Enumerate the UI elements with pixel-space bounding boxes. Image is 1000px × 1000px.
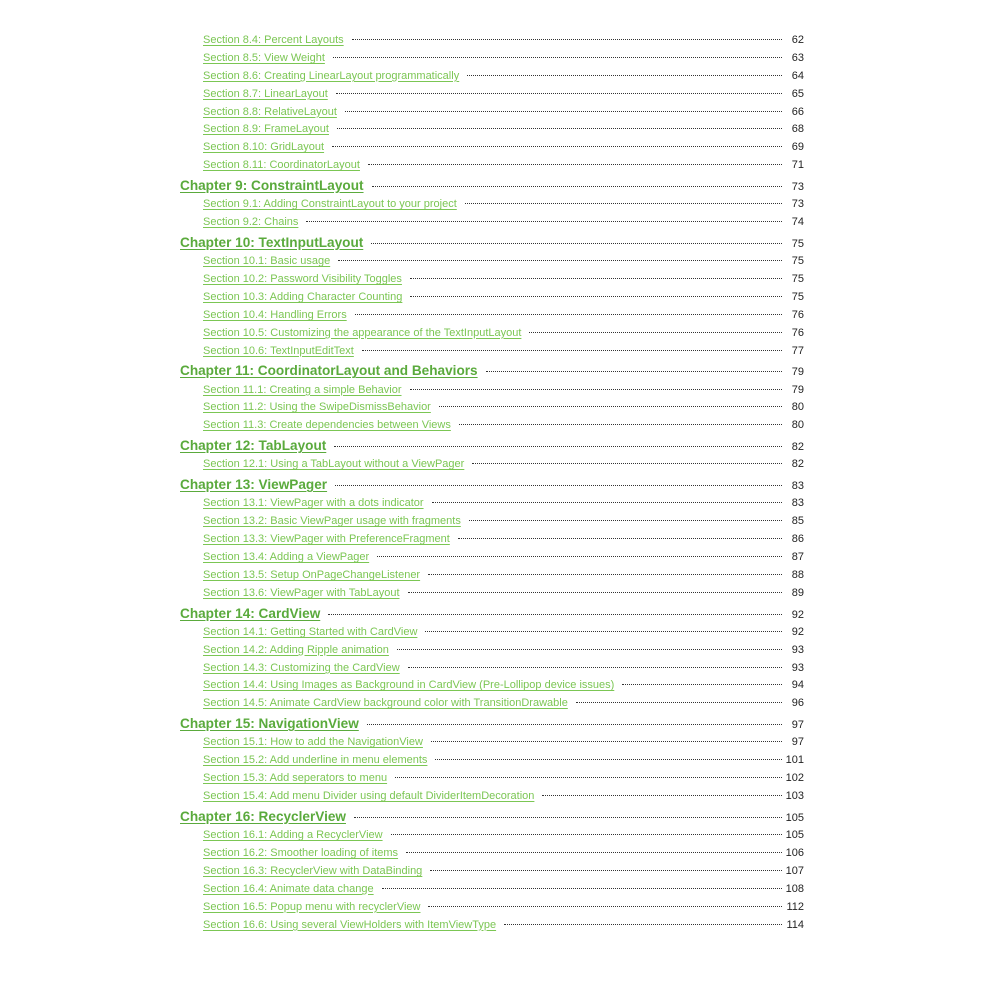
toc-section-link[interactable]: Section 9.1: Adding ConstraintLayout to your project bbox=[203, 198, 457, 211]
dot-leader bbox=[408, 592, 782, 593]
dot-leader bbox=[430, 870, 781, 871]
toc-section-row bbox=[180, 458, 804, 476]
dot-leader bbox=[335, 485, 782, 486]
toc-chapter-link[interactable]: Chapter 11: CoordinatorLayout and Behaviors bbox=[180, 363, 478, 379]
toc-section-row bbox=[180, 52, 804, 70]
toc-page-number: 93 bbox=[791, 661, 804, 674]
toc-page-number: 82 bbox=[791, 441, 804, 454]
toc-section-link[interactable]: Section 8.7: LinearLayout bbox=[203, 87, 328, 100]
dot-leader bbox=[428, 574, 782, 575]
toc-page-number: 80 bbox=[791, 401, 804, 414]
toc-section-row bbox=[180, 533, 804, 551]
toc-section-link[interactable]: Section 8.8: RelativeLayout bbox=[203, 105, 337, 118]
dot-leader bbox=[397, 649, 782, 650]
toc-page-number: 102 bbox=[785, 772, 804, 785]
toc-section-row bbox=[180, 551, 804, 569]
dot-leader bbox=[362, 350, 782, 351]
toc-section-row bbox=[180, 255, 804, 273]
toc-section-link[interactable]: Section 11.2: Using the SwipeDismissBehavior bbox=[203, 401, 431, 414]
toc-page-number: 85 bbox=[791, 515, 804, 528]
toc-section-row bbox=[180, 70, 804, 88]
toc-page-number: 75 bbox=[791, 273, 804, 286]
toc-section-link[interactable]: Section 8.4: Percent Layouts bbox=[203, 34, 344, 46]
dot-leader bbox=[355, 314, 782, 315]
toc-section-row bbox=[180, 309, 804, 327]
toc-section-link[interactable]: Section 16.5: Popup menu with recyclerView bbox=[203, 900, 421, 913]
toc-chapter-link[interactable]: Chapter 15: NavigationView bbox=[180, 716, 359, 732]
toc-section-row bbox=[180, 697, 804, 715]
toc-chapter-row bbox=[180, 477, 804, 498]
toc-section-row bbox=[180, 919, 804, 937]
toc-section-link[interactable]: Section 9.2: Chains bbox=[203, 216, 299, 229]
toc-section-row bbox=[180, 327, 804, 345]
toc-page-number: 75 bbox=[791, 290, 804, 303]
dot-leader bbox=[435, 759, 781, 760]
dot-leader bbox=[465, 203, 782, 204]
toc-section-row bbox=[180, 754, 804, 772]
dot-leader bbox=[354, 817, 782, 818]
dot-leader bbox=[467, 75, 782, 76]
dot-leader bbox=[622, 684, 782, 685]
toc-section-row bbox=[180, 865, 804, 883]
toc-page-number: 62 bbox=[791, 34, 804, 46]
toc-page-number: 71 bbox=[791, 159, 804, 172]
dot-leader bbox=[367, 724, 782, 725]
dot-leader bbox=[529, 332, 782, 333]
toc-section-row bbox=[180, 497, 804, 515]
toc-section-link[interactable]: Section 15.3: Add seperators to menu bbox=[203, 772, 388, 785]
toc-section-row bbox=[180, 345, 804, 363]
toc-section-link[interactable]: Section 14.2: Adding Ripple animation bbox=[203, 643, 389, 656]
toc-section-row bbox=[180, 34, 804, 52]
toc-section-link[interactable]: Section 13.4: Adding a ViewPager bbox=[203, 551, 370, 564]
toc-page-number: 108 bbox=[785, 882, 804, 895]
toc-section-link[interactable]: Section 10.3: Adding Character Counting bbox=[203, 290, 403, 303]
dot-leader bbox=[410, 278, 782, 279]
toc-page-number: 63 bbox=[791, 51, 804, 64]
table-of-contents bbox=[180, 34, 804, 936]
dot-leader bbox=[371, 243, 782, 244]
toc-section-link[interactable]: Section 10.1: Basic usage bbox=[203, 255, 331, 268]
toc-section-row bbox=[180, 123, 804, 141]
toc-section-row bbox=[180, 88, 804, 106]
dot-leader bbox=[345, 111, 782, 112]
dot-leader bbox=[382, 888, 782, 889]
toc-chapter-row bbox=[180, 363, 804, 384]
toc-chapter-row bbox=[180, 809, 804, 830]
toc-page-number: 75 bbox=[791, 255, 804, 268]
toc-section-link[interactable]: Section 16.4: Animate data change bbox=[203, 882, 374, 895]
toc-chapter-link[interactable]: Chapter 14: CardView bbox=[180, 605, 321, 621]
dot-leader bbox=[486, 371, 782, 372]
toc-page-number: 97 bbox=[791, 736, 804, 749]
toc-chapter-row bbox=[180, 606, 804, 627]
toc-section-link[interactable]: Section 8.9: FrameLayout bbox=[203, 123, 329, 136]
toc-chapter-row bbox=[180, 716, 804, 737]
toc-section-link[interactable]: Section 8.10: GridLayout bbox=[203, 141, 325, 154]
dot-leader bbox=[332, 146, 782, 147]
toc-section-link[interactable]: Section 16.6: Using several ViewHolders with ItemViewType bbox=[203, 918, 497, 931]
toc-section-row bbox=[180, 679, 804, 697]
dot-leader bbox=[469, 520, 782, 521]
toc-page-number: 106 bbox=[785, 846, 804, 859]
toc-page-number: 73 bbox=[791, 180, 804, 193]
toc-page-number: 69 bbox=[791, 141, 804, 154]
toc-page-number: 65 bbox=[791, 87, 804, 100]
toc-section-row bbox=[180, 883, 804, 901]
toc-section-row bbox=[180, 662, 804, 680]
toc-section-row bbox=[180, 790, 804, 808]
toc-page-number: 103 bbox=[785, 790, 804, 803]
toc-section-row bbox=[180, 829, 804, 847]
toc-chapter-row bbox=[180, 235, 804, 256]
dot-leader bbox=[352, 39, 782, 40]
toc-section-link[interactable]: Section 8.5: View Weight bbox=[203, 51, 325, 64]
toc-section-row bbox=[180, 847, 804, 865]
toc-page-number: 92 bbox=[791, 608, 804, 621]
dot-leader bbox=[372, 186, 782, 187]
toc-page-number: 114 bbox=[786, 918, 804, 931]
toc-section-row bbox=[180, 626, 804, 644]
toc-page-number: 101 bbox=[785, 754, 804, 767]
toc-section-link[interactable]: Section 16.2: Smoother loading of items bbox=[203, 846, 399, 859]
toc-section-row bbox=[180, 141, 804, 159]
toc-page-number: 64 bbox=[791, 69, 804, 82]
toc-page-number: 93 bbox=[791, 643, 804, 656]
toc-chapter-row bbox=[180, 178, 804, 199]
toc-section-link[interactable]: Section 15.2: Add underline in menu elements bbox=[203, 754, 428, 767]
toc-section-link[interactable]: Section 14.4: Using Images as Background in CardView (Pre-Lollipop device issues) bbox=[203, 679, 615, 692]
toc-page-number: 88 bbox=[791, 568, 804, 581]
toc-chapter-link[interactable]: Chapter 10: TextInputLayout bbox=[180, 234, 364, 250]
dot-leader bbox=[432, 502, 782, 503]
toc-section-row bbox=[180, 159, 804, 177]
toc-section-row bbox=[180, 106, 804, 124]
toc-page-number: 68 bbox=[791, 123, 804, 136]
toc-section-link[interactable]: Section 15.4: Add menu Divider using default DividerItemDecoration bbox=[203, 790, 535, 803]
toc-chapter-row bbox=[180, 438, 804, 459]
dot-leader bbox=[576, 702, 782, 703]
dot-leader bbox=[395, 777, 782, 778]
toc-section-link[interactable]: Section 10.6: TextInputEditText bbox=[203, 344, 354, 357]
toc-section-row bbox=[180, 291, 804, 309]
toc-section-link[interactable]: Section 11.3: Create dependencies between Views bbox=[203, 419, 451, 432]
toc-chapter-link[interactable]: Chapter 12: TabLayout bbox=[180, 438, 327, 454]
toc-page-number: 105 bbox=[785, 811, 804, 824]
dot-leader bbox=[472, 463, 782, 464]
toc-chapter-link[interactable]: Chapter 9: ConstraintLayout bbox=[180, 177, 364, 193]
dot-leader bbox=[306, 221, 782, 222]
toc-chapter-link[interactable]: Chapter 13: ViewPager bbox=[180, 477, 328, 493]
toc-section-row bbox=[180, 901, 804, 919]
toc-page-number: 80 bbox=[791, 419, 804, 432]
dot-leader bbox=[459, 424, 782, 425]
toc-page-number: 112 bbox=[786, 900, 804, 913]
toc-page-number: 105 bbox=[785, 829, 804, 842]
toc-section-link[interactable]: Section 16.1: Adding a RecyclerView bbox=[203, 829, 383, 842]
toc-section-link[interactable]: Section 16.3: RecyclerView with DataBinding bbox=[203, 864, 423, 877]
toc-section-row bbox=[180, 644, 804, 662]
toc-section-row bbox=[180, 384, 804, 402]
dot-leader bbox=[377, 556, 782, 557]
toc-page-number: 74 bbox=[791, 216, 804, 229]
toc-page-number: 86 bbox=[791, 533, 804, 546]
toc-page-number: 89 bbox=[791, 586, 804, 599]
toc-section-link[interactable]: Section 10.2: Password Visibility Toggles bbox=[203, 273, 402, 286]
toc-section-row bbox=[180, 216, 804, 234]
toc-chapter-link[interactable]: Chapter 16: RecyclerView bbox=[180, 808, 346, 824]
toc-section-link[interactable]: Section 13.2: Basic ViewPager usage with fragments bbox=[203, 515, 461, 528]
toc-section-link[interactable]: Section 12.1: Using a TabLayout without a ViewPager bbox=[203, 458, 465, 471]
toc-page-number: 66 bbox=[791, 105, 804, 118]
toc-page-number: 107 bbox=[785, 864, 804, 877]
toc-page-number: 97 bbox=[791, 719, 804, 732]
toc-section-row bbox=[180, 772, 804, 790]
toc-page-number: 83 bbox=[791, 480, 804, 493]
toc-page-number: 75 bbox=[791, 237, 804, 250]
dot-leader bbox=[410, 296, 782, 297]
toc-section-row bbox=[180, 515, 804, 533]
dot-leader bbox=[336, 93, 782, 94]
toc-section-row bbox=[180, 569, 804, 587]
dot-leader bbox=[542, 795, 781, 796]
toc-section-row bbox=[180, 419, 804, 437]
toc-section-link[interactable]: Section 11.1: Creating a simple Behavior bbox=[203, 383, 402, 396]
toc-section-row bbox=[180, 401, 804, 419]
toc-section-link[interactable]: Section 15.1: How to add the NavigationView bbox=[203, 736, 423, 749]
dot-leader bbox=[333, 57, 782, 58]
toc-page-number: 73 bbox=[791, 198, 804, 211]
dot-leader bbox=[410, 389, 782, 390]
toc-page-number: 82 bbox=[791, 458, 804, 471]
dot-leader bbox=[328, 614, 782, 615]
toc-page-number: 77 bbox=[791, 344, 804, 357]
dot-leader bbox=[428, 906, 782, 907]
toc-section-row bbox=[180, 587, 804, 605]
toc-section-row bbox=[180, 736, 804, 754]
toc-page-number: 96 bbox=[791, 697, 804, 710]
toc-section-link[interactable]: Section 8.6: Creating LinearLayout programmatically bbox=[203, 69, 460, 82]
toc-section-link[interactable]: Section 14.3: Customizing the CardView bbox=[203, 661, 400, 674]
toc-section-row bbox=[180, 273, 804, 291]
dot-leader bbox=[431, 741, 782, 742]
dot-leader bbox=[338, 260, 782, 261]
toc-section-link[interactable]: Section 13.3: ViewPager with PreferenceFragment bbox=[203, 533, 450, 546]
toc-section-row bbox=[180, 198, 804, 216]
toc-page-number: 79 bbox=[791, 383, 804, 396]
dot-leader bbox=[406, 852, 782, 853]
toc-page-number: 92 bbox=[791, 625, 804, 638]
dot-leader bbox=[504, 924, 782, 925]
toc-page-number: 83 bbox=[791, 497, 804, 510]
toc-section-link[interactable]: Section 10.4: Handling Errors bbox=[203, 308, 347, 321]
toc-page-number: 94 bbox=[791, 679, 804, 692]
toc-page-number: 76 bbox=[791, 308, 804, 321]
toc-section-link[interactable]: Section 10.5: Customizing the appearance of the TextInputLayout bbox=[203, 326, 522, 339]
dot-leader bbox=[391, 834, 782, 835]
dot-leader bbox=[439, 406, 782, 407]
toc-section-link[interactable]: Section 14.1: Getting Started with CardView bbox=[203, 625, 418, 638]
toc-section-link[interactable]: Section 13.1: ViewPager with a dots indicator bbox=[203, 497, 424, 510]
dot-leader bbox=[408, 667, 782, 668]
toc-page-number: 79 bbox=[791, 366, 804, 379]
toc-section-link[interactable]: Section 13.5: Setup OnPageChangeListener bbox=[203, 568, 421, 581]
toc-section-link[interactable]: Section 14.5: Animate CardView background color with TransitionDrawable bbox=[203, 697, 568, 710]
toc-page-number: 76 bbox=[791, 326, 804, 339]
dot-leader bbox=[368, 164, 782, 165]
dot-leader bbox=[425, 631, 782, 632]
dot-leader bbox=[334, 446, 782, 447]
toc-section-link[interactable]: Section 13.6: ViewPager with TabLayout bbox=[203, 586, 400, 599]
dot-leader bbox=[337, 128, 782, 129]
toc-section-link[interactable]: Section 8.11: CoordinatorLayout bbox=[203, 159, 360, 172]
dot-leader bbox=[458, 538, 782, 539]
toc-page-number: 87 bbox=[791, 551, 804, 564]
